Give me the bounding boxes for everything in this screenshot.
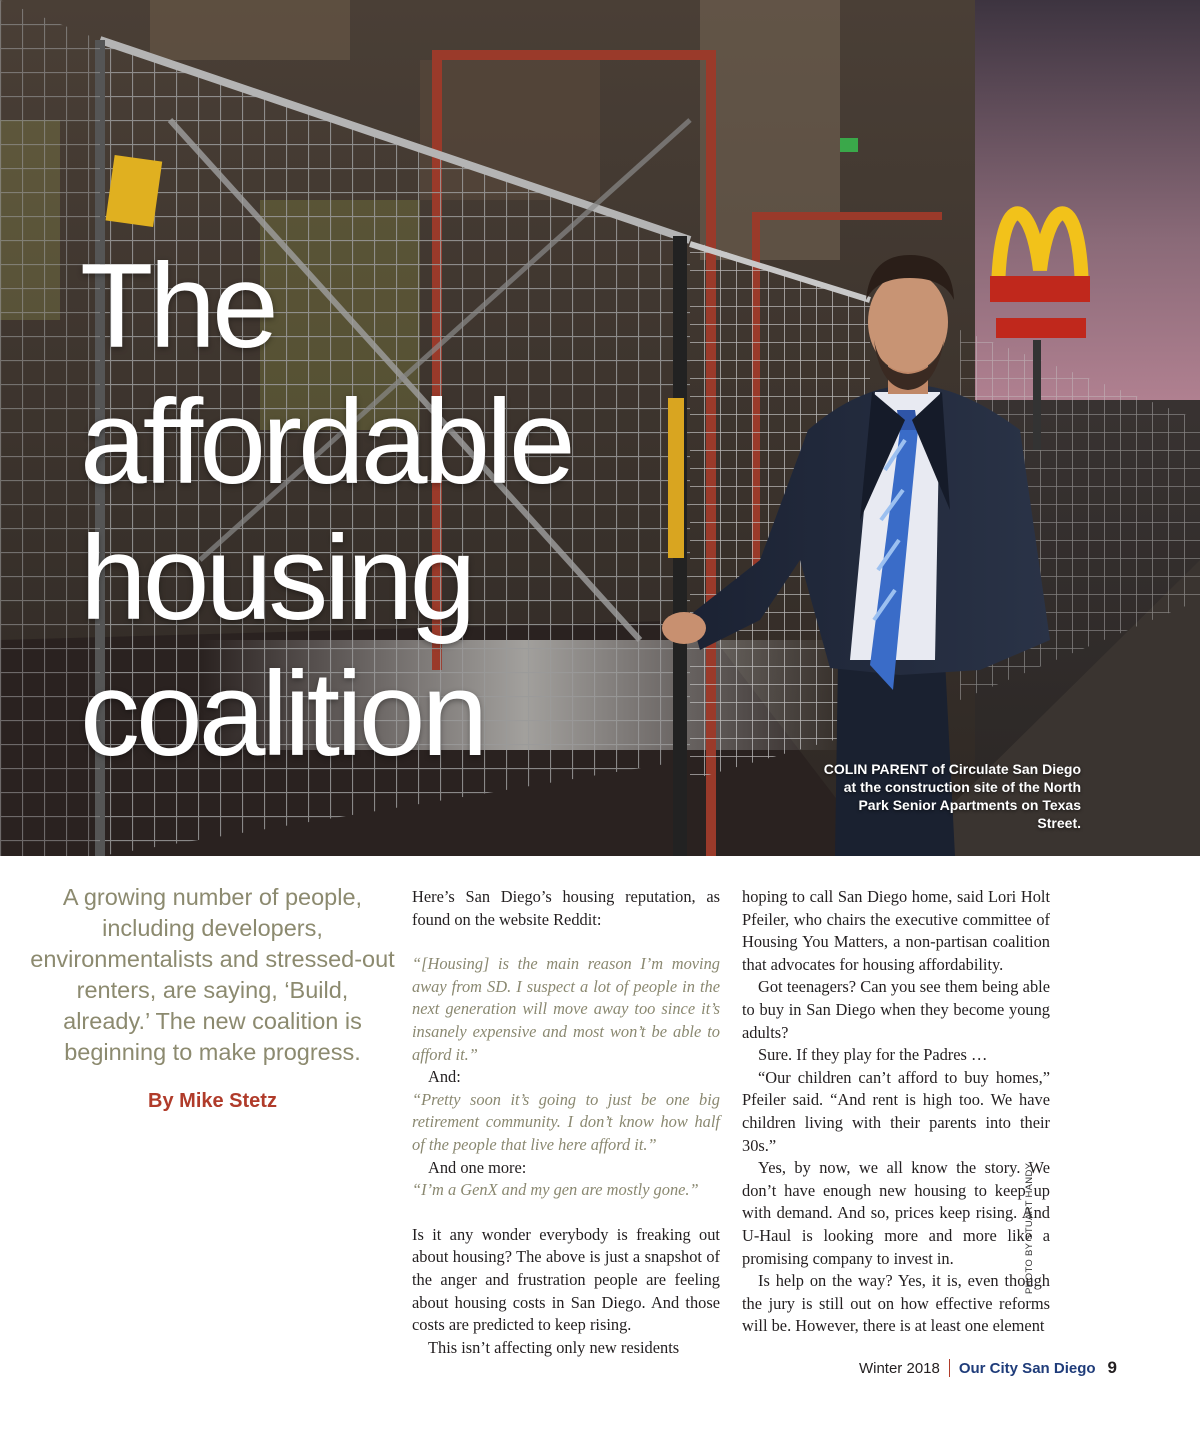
page-number: 9: [1107, 1358, 1117, 1377]
reddit-quote: “[Housing] is the main reason I’m moving away from SD. I suspect a lot of people in the next generation will move away too since it’s insanely expensive and most won’t be able to afford it.”: [412, 954, 720, 1064]
reddit-quote: “Pretty soon it’s going to just be one big retirement community. I don’t know how half of the people that live here afford it.”: [412, 1089, 720, 1154]
page-footer: [859, 1358, 1117, 1378]
article-column-1: [412, 886, 720, 1359]
issue-date: Winter 2018: [858, 1359, 940, 1377]
headline-line: affordable: [80, 375, 572, 509]
photo-caption: [821, 760, 1081, 832]
paragraph: Is it any wonder everybody is freaking out about housing? The above is just a snapshot of the anger and frustration people are feeling about housing costs in San Diego. And those costs are predicted to keep rising.: [412, 1224, 720, 1335]
byline: By Mike Stetz: [148, 1090, 277, 1112]
caption-text: of Circulate San Diego at the construction site of the North Park Senior Apartments on Texas Street.: [843, 761, 1081, 831]
headline: [80, 238, 572, 782]
headline-line: coalition: [80, 647, 485, 781]
paragraph: And one more:: [428, 1157, 527, 1177]
reddit-quote: “I’m a GenX and my gen are mostly gone.”: [412, 1180, 699, 1200]
article-column-2: [742, 886, 1050, 1338]
headline-line: housing: [80, 511, 473, 645]
article-deck: A growing number of people, including developers, environmentalists and stressed-out renters, are saying, ‘Build, already.’ The new coalition is beginning to make progress.: [30, 884, 395, 1065]
paragraph: This isn’t affecting only new residents: [428, 1337, 680, 1357]
headline-line: The: [80, 239, 275, 373]
footer-divider: [949, 1359, 950, 1377]
caption-name: COLIN PARENT: [823, 761, 928, 777]
paragraph: Here’s San Diego’s housing reputation, as found on the website Reddit:: [412, 887, 720, 929]
paragraph: hoping to call San Diego home, said Lori Holt Pfeiler, who chairs the executive committee of Housing You Matters, a non-partisan coalition that advocates for housing affordability.: [742, 887, 1050, 974]
paragraph: Sure. If they play for the Padres …: [758, 1045, 988, 1065]
paragraph: Got teenagers? Can you see them being able to buy in San Diego when they become young adults?: [742, 977, 1050, 1042]
paragraph: And:: [428, 1067, 461, 1087]
paragraph: Is help on the way? Yes, it is, even though the jury is still out on how effective reforms will be. However, there is at least one element: [742, 1271, 1050, 1336]
magazine-name: Our City San Diego: [958, 1359, 1096, 1377]
photo-credit: PHOTO BY STUART HANDY: [1024, 1162, 1035, 1294]
paragraph: “Our children can’t afford to buy homes,” Pfeiler said. “And rent is high too. We have children living with their parents into their 30s.”: [742, 1067, 1050, 1155]
paragraph: Yes, by now, we all know the story. We don’t have enough new housing to keep up with demand. And so, prices keep rising. And U-Haul is looking more and more like a promising company to invest in.: [742, 1158, 1050, 1268]
